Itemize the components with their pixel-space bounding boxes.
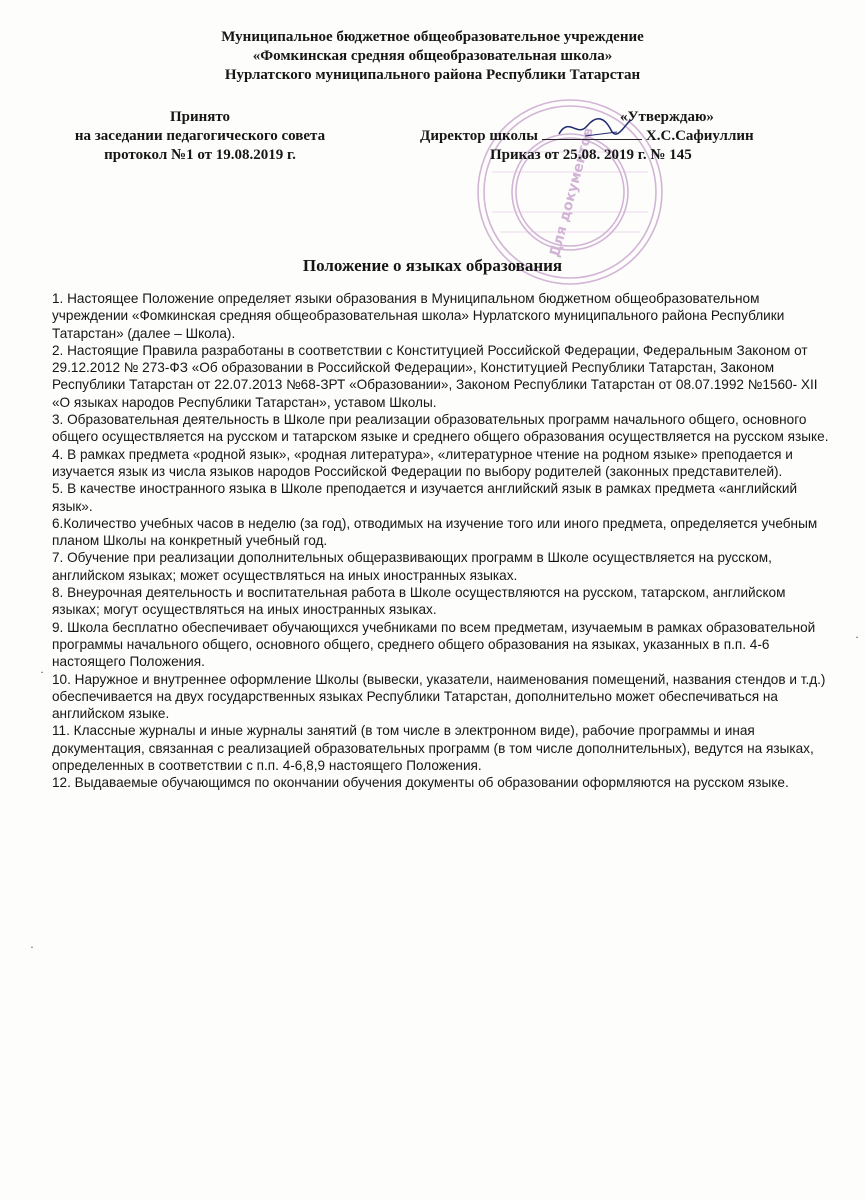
approval-right-block — [420, 108, 800, 165]
document-header — [0, 28, 865, 85]
paragraph-12: 12. Выдаваемые обучающимся по окончании обучения документы об образовании оформляются на русском языке. — [52, 775, 789, 791]
paragraph-2: 2. Настоящие Правила разработаны в соответствии с Конституцией Российской Федерации, Федеральным Законом от 29.12.2012 № 273-ФЗ «Об образовании в Российской Федерации», Конституцией Республики Татарстан, Законом Республики Татарстан от 22.07.2013 №68-ЗРТ «Образовании», Законом Республики Татарстан от 08.07.1992 №1560- XII «О языках народов Республики Татарстан», уставом Школы. — [52, 342, 818, 410]
paragraph-9: 9. Школа бесплатно обеспечивает обучающихся учебниками по всем предметам, изучаемым в рамках образовательной программы начального общего, основного общего, среднего общего образования на языках, указанных в п.п. 4-6 настоящего Положения. — [52, 619, 816, 670]
approve-label: «Утверждаю» — [620, 109, 714, 125]
signature-line — [542, 127, 642, 140]
scan-dot: · — [30, 940, 34, 954]
header-line-1: Муниципальное бюджетное общеобразовательное учреждение — [221, 29, 644, 45]
director-label: Директор школы — [420, 128, 538, 144]
paragraph-6: 6.Количество учебных часов в неделю (за год), отводимых на изучение того или иного предмета, определяется учебным планом Школы на конкретный учебный год. — [52, 515, 818, 549]
paragraph-11: 11. Классные журналы и иные журналы занятий (в том числе в электронном виде), рабочие программы и иная документация, связанная с реализацией образовательных программ (в том числе дополнительных), ведутся на языках, определенных в соответствии с п.п. 4-6,8,9 настоящего Положения. — [52, 723, 814, 774]
header-line-2: «Фомкинская средняя общеобразовательная школа» — [252, 48, 613, 64]
council-label: на заседании педагогического совета — [74, 128, 326, 144]
document-title: Положение о языках образования — [302, 256, 563, 275]
paragraph-4: 4. В рамках предмета «родной язык», «родная литература», «литературное чтение на родном языке» преподается и изучается язык из числа языков народов Российской Федерации по выбору родителей (законных представителей). — [52, 446, 793, 479]
approval-left-block — [50, 108, 350, 165]
protocol-label: протокол №1 от 19.08.2019 г. — [104, 147, 296, 163]
scan-dot: · — [40, 665, 44, 679]
paragraph-10: 10. Наружное и внутреннее оформление Школы (вывески, указатели, наименования помещений, названия стендов и т.д.) обеспечивается на двух государственных языках Республики Татарстан, дополнительно может обеспечиваться на английском языке. — [52, 671, 826, 722]
paragraph-1: 1. Настоящее Положение определяет языки образования в Муниципальном бюджетном общеобразовательном учреждении «Фомкинская средняя общеобразовательная школа» Нурлатского муниципального района Республики Татарстан» (далее – Школа). — [52, 291, 785, 341]
paragraph-8: 8. Внеурочная деятельность и воспитательная работа в Школе осуществляются на русском, татарском, английском языках; могут осуществляться на иных иностранных языках. — [52, 585, 786, 618]
paragraph-7: 7. Обучение при реализации дополнительных общеразвивающих программ в Школе осуществляется на русском, английском языках; может осуществляться на иных иностранных языках. — [52, 550, 772, 583]
accepted-label: Принято — [169, 109, 231, 125]
stamp-inner-text: Для документов — [546, 126, 597, 259]
paragraph-3: 3. Образовательная деятельность в Школе при реализации образовательных программ начального общего, основного общего осуществляется на русском и татарском языке и среднего общего образования осуществляется на русском языке. — [52, 412, 829, 445]
paragraph-5: 5. В качестве иностранного языка в Школе преподается и изучается английский язык в рамках предмета «английский язык». — [52, 481, 798, 514]
header-line-3: Нурлатского муниципального района Республики Татарстан — [224, 67, 641, 83]
order-label: Приказ от 25.08. 2019 г. № 145 — [490, 147, 692, 163]
director-name: Х.С.Сафиуллин — [645, 128, 754, 144]
scan-dot: · — [855, 630, 859, 644]
director-line — [420, 127, 800, 146]
document-body — [52, 290, 832, 792]
